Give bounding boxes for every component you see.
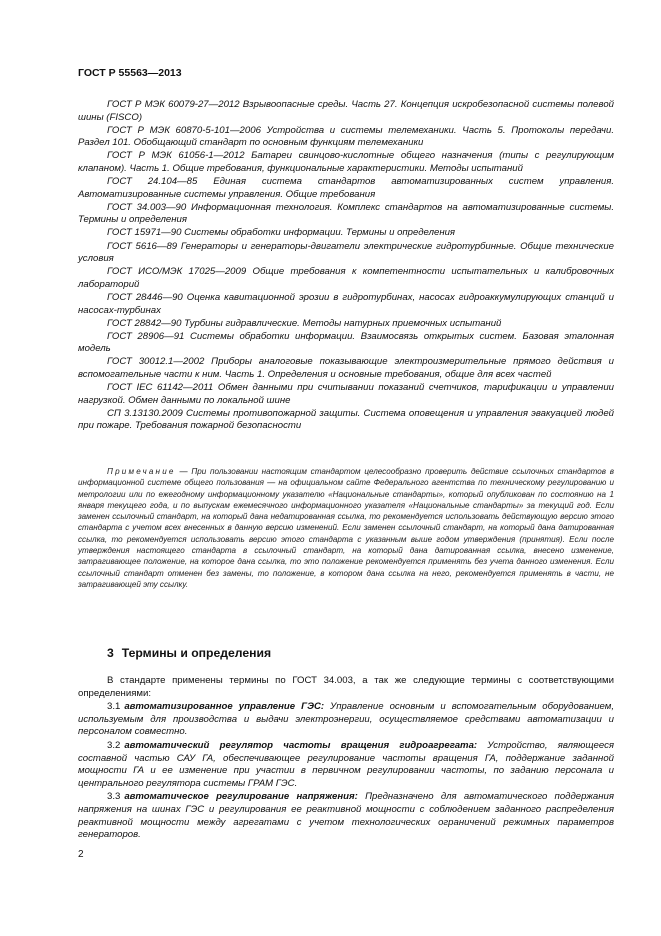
section-terms — [78, 646, 614, 843]
reference-item: ГОСТ 28906—91 Системы обработки информации. Взаимосвязь открытых систем. Базовая эталонная модель — [78, 330, 614, 355]
reference-item: ГОСТ 34.003—90 Информационная технология. Комплекс стандартов на автоматизированные системы. Термины и определения — [78, 201, 614, 226]
term-entry — [78, 791, 614, 841]
term-entry — [78, 740, 614, 790]
reference-item: ГОСТ Р МЭК 60079-27—2012 Взрывоопасные среды. Часть 27. Концепция искробезопасной системы полевой шины (FISCO) — [78, 99, 614, 123]
term-number: 3.1 — [107, 701, 121, 713]
section-number: 3 — [107, 646, 114, 660]
reference-item: ГОСТ ИСО/МЭК 17025—2009 Общие требования к компетентности испытательных и калибровочных лабораторий — [78, 266, 614, 290]
term-name: автоматический регулятор частоты вращения гидроагрегата: — [124, 739, 478, 751]
reference-item: ГОСТ 30012.1—2002 Приборы аналоговые показывающие электроизмерительные прямого действия и вспомогательные части к ним. Часть 1. Определения и основные требования, общие для всех частей — [78, 356, 614, 380]
reference-item: ГОСТ IEC 61142—2011 Обмен данными при считывании показаний счетчиков, тарификации и управлении нагрузкой. Обмен данными по локальной шине — [78, 382, 614, 406]
normative-references-list — [78, 99, 614, 433]
term-definition: Предназначено для автоматического поддержания напряжения на шинах ГЭС и регулирования ее реактивной мощности с соблюдением заданного распределения реактивной мощности между агрегатами с учетом технологических ограничений режимных параметров генераторов. — [78, 791, 615, 841]
section-intro: В стандарте применены термины по ГОСТ 34.003, а так же следующие термины с соответствующими определениями: — [78, 675, 614, 699]
document-header: ГОСТ Р 55563—2013 — [78, 67, 182, 79]
reference-item: ГОСТ 28842—90 Турбины гидравлические. Методы натурных приемочных испытаний — [107, 317, 502, 329]
reference-item: ГОСТ 15971—90 Системы обработки информации. Термины и определения — [107, 227, 456, 239]
section-title-text: Термины и определения — [121, 646, 272, 660]
term-number: 3.2 — [107, 739, 121, 751]
term-definition: Управление основным и вспомогательным оборудованием, используемым для производства и выдачи электроэнергии, осуществляемое средствами автоматизации и персоналом совместно. — [78, 701, 614, 738]
reference-item: ГОСТ 24.104—85 Единая система стандартов автоматизированных систем управления. Автоматизированные системы управления. Общие требования — [78, 176, 614, 200]
section-title — [107, 646, 614, 660]
term-name: автоматизированное управление ГЭС: — [124, 701, 325, 713]
term-entry — [78, 701, 614, 739]
term-definition: Устройство, являющееся составной частью САУ ГА, обеспечивающее регулирование частоты вращения ГА, поддержание заданной мощности ГА и ее изменение при участии в первичном регулировании частоты, по заданию персонала и центрального регулятора системы ГРАМ ГЭС. — [78, 739, 614, 789]
reference-item: ГОСТ 28446—90 Оценка кавитационной эрозии в гидротурбинах, насосах гидроаккумулирующих станций и насосах-турбинах — [78, 291, 614, 316]
reference-item: СП 3.13130.2009 Системы противопожарной защиты. Система оповещения и управления эвакуацией людей при пожаре. Требования пожарной безопасности — [78, 407, 614, 432]
reference-item: ГОСТ 5616—89 Генераторы и генераторы-двигатели электрические гидротурбинные. Общие технические условия — [78, 240, 614, 265]
reference-item: ГОСТ Р МЭК 60870-5-101—2006 Устройства и системы телемеханики. Часть 5. Протоколы передачи. Раздел 101. Обобщающий стандарт по основным функциям телемеханики — [78, 124, 614, 149]
term-number: 3.3 — [107, 791, 121, 803]
note-text: — При пользовании настоящим стандартом целесообразно проверить действие ссылочных стандартов в информационной системе общего пользования — на официальном сайте Федерального агентства по техническому регулированию и метрологии или по ежегодному информационному указателю «Национальные стандарты», который опубликован по состоянию на 1 января текущего года, и по выпускам ежемесячного информационного указателя «Национальные стандарты» за текущий год. Если заменен ссылочный стандарт, на который дана недатированная ссылка, то рекомендуется использовать действующую версию этого стандарта с учетом всех внесенных в данную версию изменений. Если заменен ссылочный стандарт, на который дана датированная ссылка, то рекомендуется использовать версию этого стандарта с указанным выше годом утверждения (принятия). Если после утверждения настоящего стандарта в ссылочный стандарт, на который дана датированная ссылка, внесено изменение, затрагивающее положение, на которое дана ссылка, то это положение рекомендуется применять без учета данного изменения. Если ссылочный стандарт отменен без замены, то положение, в котором дана ссылка на него, рекомендуется применять в части, не затрагивающей эту ссылку. — [78, 467, 615, 589]
note-label: Примечание — [107, 467, 176, 476]
note-paragraph — [78, 466, 614, 590]
page-number: 2 — [78, 849, 84, 860]
term-name: автоматическое регулирование напряжения: — [124, 791, 358, 803]
reference-item: ГОСТ Р МЭК 61056-1—2012 Батареи свинцово-кислотные общего назначения (типы с регулирующим клапаном). Часть 1. Общие требования, функциональные характеристики. Методы испытаний — [78, 150, 614, 174]
